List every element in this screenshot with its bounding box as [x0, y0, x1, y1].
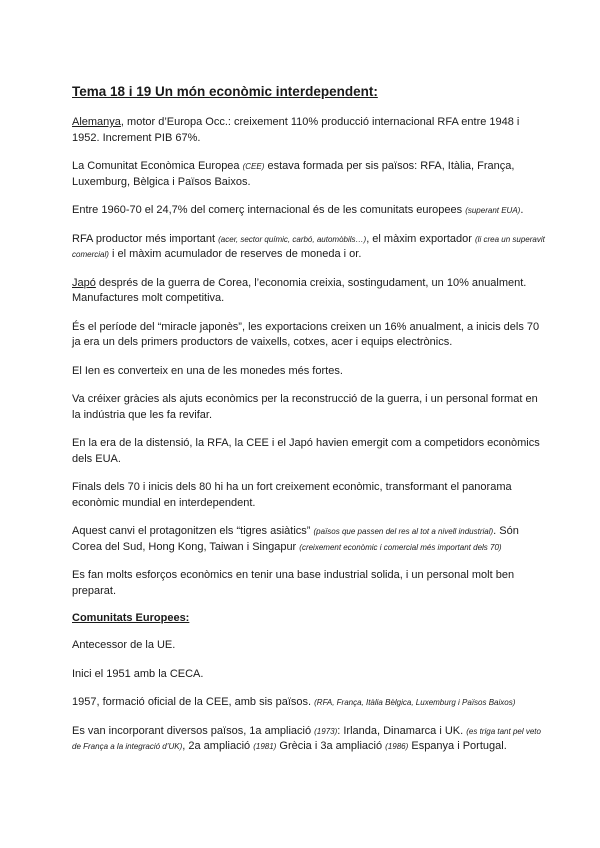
note-1981: (1981) [253, 742, 277, 751]
note-veto: (es triga tant pel veto de França a la integració d’UK) [72, 726, 541, 751]
paragraph-miracle: És el període del “miracle japonès”, les exportacions creixen un 16% anualment, a inicis dels 70 ja era un dels primers productors de vaixells, cotxes, acer i equips electrònics. [72, 320, 540, 348]
note-creixement: (creixement econòmic i comercial més important dels 70) [299, 542, 502, 552]
paragraph-antecessor: Antecessor de la UE. [72, 639, 176, 651]
note-paisos: (RFA, França, Itàlia Bèlgica, Luxemburg i Països Baixos) [314, 698, 516, 707]
note-superavit: (li crea un superavit comercial) [72, 234, 545, 259]
note-sectors: (acer, sector químic, carbó, automòbils…) [218, 234, 367, 244]
paragraph-ajuts: Va créixer gràcies als ajuts econòmics per la reconstrucció de la guerra, i un personal format en la indústria que les fa revifar. [72, 393, 538, 421]
note-1986: (1986) [385, 742, 409, 751]
paragraph-ien: El Ien es converteix en una de les monedes més fortes. [72, 364, 343, 377]
paragraph-ceca: Inici el 1951 amb la CECA. [72, 667, 204, 680]
section-heading-comunitats: Comunitats Europees: [72, 612, 190, 624]
paragraph-esforcos: Es fan molts esforços econòmics en tenir una base industrial solida, i un personal molt ben preparat. [72, 569, 515, 597]
paragraph-1957: 1957, formació oficial de la CEE, amb sis països. (RFA, França, Itàlia Bèlgica, Luxemburg i Països Baixos) [72, 696, 516, 708]
paragraph-tigres: Aquest canvi el protagonitzen els “tigres asiàtics” (països que passen del res al tot a nivell industrial). Són Corea del Sud, Hong Kong, Taiwan i Singapur (creixement econòmic i comercial més important dels 70) [72, 525, 519, 553]
note-superant: (superant EUA) [465, 206, 521, 215]
paragraph-cee: La Comunitat Econòmica Europea (CEE) estava formada per sis països: RFA, Itàlia, França, Luxemburg, Bèlgica i Països Baixos. [72, 160, 515, 188]
paragraph-distensio: En la era de la distensió, la RFA, la CEE i el Japó havien emergit com a competidors econòmics dels EUA. [72, 437, 540, 465]
note-cee: (CEE) [242, 162, 265, 171]
paragraph-rfa: RFA productor més important (acer, sector químic, carbó, automòbils…), el màxim exportador (li crea un superavit comercial) i el màxim acumulador de reserves de moneda i or. [72, 232, 545, 260]
paragraph-ampliacions: Es van incorporant diversos països, 1a ampliació (1973): Irlanda, Dinamarca i UK. (es triga tant pel veto de França a la integració d’UK), 2a ampliació (1981) Grècia i 3a ampliació (1986) Espanya i Portugal. [72, 724, 541, 752]
term-alemanya: Alemanya [72, 116, 121, 128]
paragraph-comerc: Entre 1960-70 el 24,7% del comerç internacional és de les comunitats europees (superant EUA). [72, 204, 524, 216]
paragraph-alemanya: Alemanya, motor d’Europa Occ.: creixement 110% producció internacional RFA entre 1948 i 1952. Increment PIB 67%. [72, 116, 520, 144]
paragraph-finals: Finals dels 70 i inicis dels 80 hi ha un fort creixement econòmic, transformant el panorama econòmic mundial en interdependent. [72, 481, 512, 509]
term-japo: Japó [72, 276, 96, 289]
note-1973: (1973) [314, 726, 338, 736]
paragraph-japo: Japó després de la guerra de Corea, l’economia creixia, sostingudament, un 10% anualment. Manufactures molt competitiva. [72, 276, 527, 304]
note-tigres: (països que passen del res al tot a nivell industrial) [313, 527, 494, 536]
page-title: Tema 18 i 19 Un món econòmic interdependent: [72, 84, 378, 99]
